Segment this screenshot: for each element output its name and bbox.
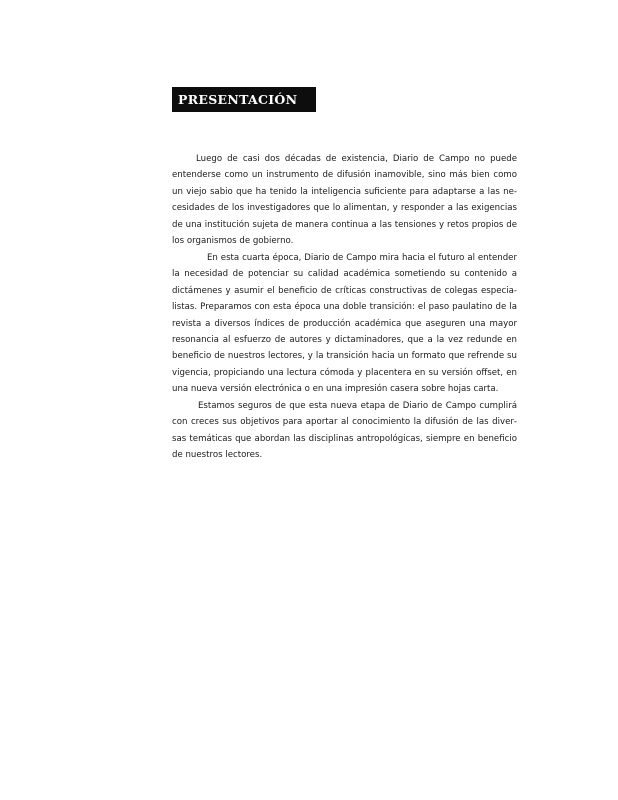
section-heading-title: PRESENTACIÓN (178, 92, 298, 107)
paragraph-3: Estamos seguros de que esta nueva etapa de Diario de Campo cumplirá con creces sus objetivos para aportar al conocimiento la difusión de las diversas temáticas que abordan las disciplinas antropológicas, siempre en beneficio de nuestros lectores. (172, 400, 517, 461)
paragraph-2: En esta cuarta época, Diario de Campo mira hacia el futuro al entender la necesidad de potenciar su calidad académica sometiendo su contenido a dictámenes y asumir el beneficio de críticas constructivas de colegas especialistas. Preparamos con esta época una doble transición: el paso paulatino de la revista a diversos índices de producción académica que aseguren una mayor resonancia al esfuerzo de autores y dictaminadores, que a la vez redunde en beneficio de nuestros lectores, y la transición hacia un formato que refrende su vigencia, propiciando una lectura cómoda y placentera en su versión offset, en una nueva versión electrónica o en una impresión casera sobre hojas carta. (172, 252, 517, 395)
body-text (172, 151, 517, 464)
section-heading-bar (172, 87, 316, 112)
paragraph-1: Luego de casi dos décadas de existencia, Diario de Campo no puede entenderse como un instrumento de difusión inamovible, sino más bien como un viejo sabio que ha tenido la inteligencia suficiente para adaptarse a las necesidades de los investigadores que lo alimentan, y responder a las exigencias de una institución sujeta de manera continua a las tensiones y retos propios de los organismos de gobierno. (172, 154, 517, 247)
